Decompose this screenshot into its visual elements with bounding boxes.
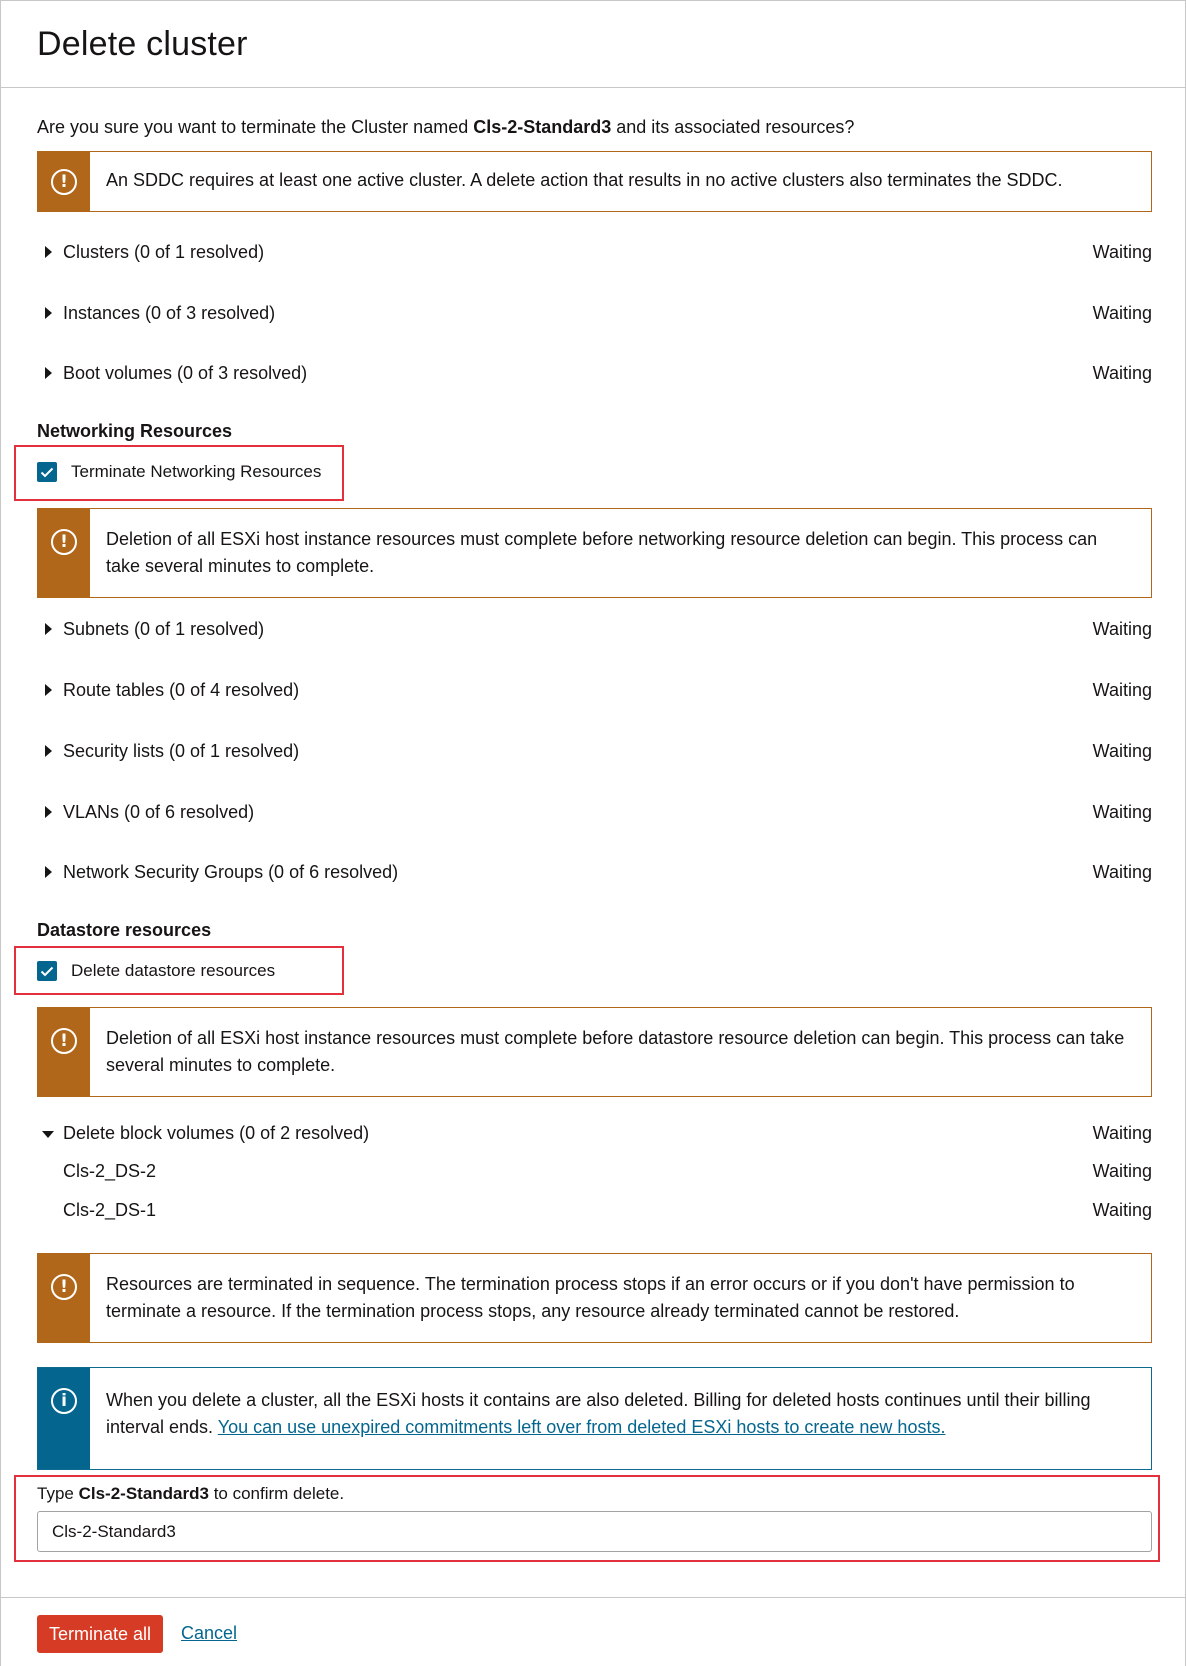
billing-info-text: [90, 1368, 1151, 1469]
datastore-warning-alert: [37, 1007, 1152, 1097]
resource-status: Waiting: [1092, 862, 1152, 882]
terminate-all-button[interactable]: Terminate all: [37, 1615, 163, 1653]
checkmark-icon: [40, 467, 54, 478]
confirm-suffix: to confirm delete.: [208, 1484, 345, 1503]
delete-datastore-label: Delete datastore resources: [71, 961, 276, 980]
resource-label: VLANs (0 of 6 resolved): [63, 802, 255, 822]
cancel-link[interactable]: Cancel: [181, 1623, 238, 1643]
confirm-name-input[interactable]: [37, 1511, 1152, 1552]
warning-bar: [38, 1254, 90, 1342]
resource-status: Waiting: [1092, 363, 1152, 383]
terminate-networking-checkbox-row[interactable]: [37, 459, 321, 485]
confirm-delete-label: [37, 1484, 344, 1504]
dialog-footer: [1, 1597, 1185, 1666]
warning-icon: !: [51, 169, 77, 195]
resource-row-network-security-groups[interactable]: [37, 862, 1152, 888]
info-icon: i: [51, 1388, 77, 1414]
resource-label: Clusters (0 of 1 resolved): [63, 242, 265, 262]
volume-label: Cls-2_DS-1: [63, 1200, 157, 1220]
resource-label: Subnets (0 of 1 resolved): [63, 619, 265, 639]
checkmark-icon: [40, 966, 54, 977]
resource-label: Boot volumes (0 of 3 resolved): [63, 363, 308, 383]
resource-row-security-lists[interactable]: [37, 741, 1152, 767]
checkbox-checked[interactable]: [37, 462, 57, 482]
commitments-link[interactable]: You can use unexpired commitments left over from deleted ESXi hosts to create new hosts.: [217, 1417, 946, 1437]
resource-label: Network Security Groups (0 of 6 resolved): [63, 862, 399, 882]
caret-right-icon: [45, 246, 52, 258]
datastore-section-title: Datastore resources: [37, 920, 212, 940]
sequence-warning-text: Resources are terminated in sequence. The termination process stops if an error occurs or if you don't have permission to terminate a resource. If the termination process stops, any resource already terminated cannot be restored.: [106, 1274, 1075, 1321]
resource-status: Waiting: [1092, 242, 1152, 262]
resource-status: Waiting: [1092, 619, 1152, 639]
caret-right-icon: [45, 745, 52, 757]
networking-warning-text: Deletion of all ESXi host instance resources must complete before networking resource deletion can begin. This process can take several minutes to complete.: [106, 529, 1098, 576]
confirm-question: [37, 117, 854, 138]
sddc-warning-alert: [37, 151, 1152, 212]
volume-status: Waiting: [1092, 1200, 1152, 1220]
volume-row: [37, 1161, 1152, 1187]
warning-icon: !: [51, 1274, 77, 1300]
networking-warning-alert: [37, 508, 1152, 598]
warning-bar: [38, 152, 90, 211]
terminate-networking-label: Terminate Networking Resources: [71, 462, 322, 481]
caret-right-icon: [45, 806, 52, 818]
resource-status: Waiting: [1092, 1123, 1152, 1143]
warning-icon: !: [51, 529, 77, 555]
caret-right-icon: [45, 866, 52, 878]
caret-right-icon: [45, 367, 52, 379]
resource-status: Waiting: [1092, 303, 1152, 323]
delete-datastore-checkbox-row[interactable]: [37, 958, 275, 984]
caret-down-icon: [42, 1131, 54, 1138]
billing-text: When you delete a cluster, all the ESXi hosts it contains are also deleted. Billing for deleted hosts continues until their billing interval ends.: [106, 1390, 1091, 1437]
resource-status: Waiting: [1092, 802, 1152, 822]
resource-label: Security lists (0 of 1 resolved): [63, 741, 300, 761]
volume-label: Cls-2_DS-2: [63, 1161, 157, 1181]
dialog-title: Delete cluster: [37, 25, 248, 63]
resource-row-instances[interactable]: [37, 303, 1152, 329]
resource-status: Waiting: [1092, 741, 1152, 761]
confirm-prefix: Type: [37, 1484, 79, 1503]
warning-bar: [38, 509, 90, 597]
resource-row-subnets[interactable]: [37, 619, 1152, 645]
resource-row-clusters[interactable]: [37, 242, 1152, 268]
resource-status: Waiting: [1092, 680, 1152, 700]
volume-status: Waiting: [1092, 1161, 1152, 1181]
warning-icon: !: [51, 1028, 77, 1054]
resource-label: Route tables (0 of 4 resolved): [63, 680, 300, 700]
resource-label: Instances (0 of 3 resolved): [63, 303, 276, 323]
resource-label: Delete block volumes (0 of 2 resolved): [63, 1123, 370, 1143]
question-suffix: and its associated resources?: [611, 117, 855, 137]
datastore-warning-text: Deletion of all ESXi host instance resources must complete before datastore resource deletion can begin. This process can take several minutes to complete.: [106, 1028, 1125, 1075]
caret-right-icon: [45, 623, 52, 635]
confirm-name: Cls-2-Standard3: [78, 1484, 209, 1503]
sddc-warning-text: An SDDC requires at least one active cluster. A delete action that results in no active clusters also terminates the SDDC.: [106, 170, 1063, 190]
resource-row-block-volumes[interactable]: [37, 1123, 1152, 1149]
question-prefix: Are you sure you want to terminate the Cluster named: [37, 117, 474, 137]
caret-right-icon: [45, 307, 52, 319]
sequence-warning-alert: [37, 1253, 1152, 1343]
dialog-header: [1, 1, 1185, 88]
volume-row: [37, 1200, 1152, 1226]
warning-bar: [38, 1008, 90, 1096]
resource-row-route-tables[interactable]: [37, 680, 1152, 706]
caret-right-icon: [45, 684, 52, 696]
question-cluster-name: Cls-2-Standard3: [473, 117, 612, 137]
networking-section-title: Networking Resources: [37, 421, 233, 441]
resource-row-boot-volumes[interactable]: [37, 363, 1152, 389]
billing-info-alert: [37, 1367, 1152, 1470]
info-bar: [38, 1368, 90, 1469]
checkbox-checked[interactable]: [37, 961, 57, 981]
resource-row-vlans[interactable]: [37, 802, 1152, 828]
